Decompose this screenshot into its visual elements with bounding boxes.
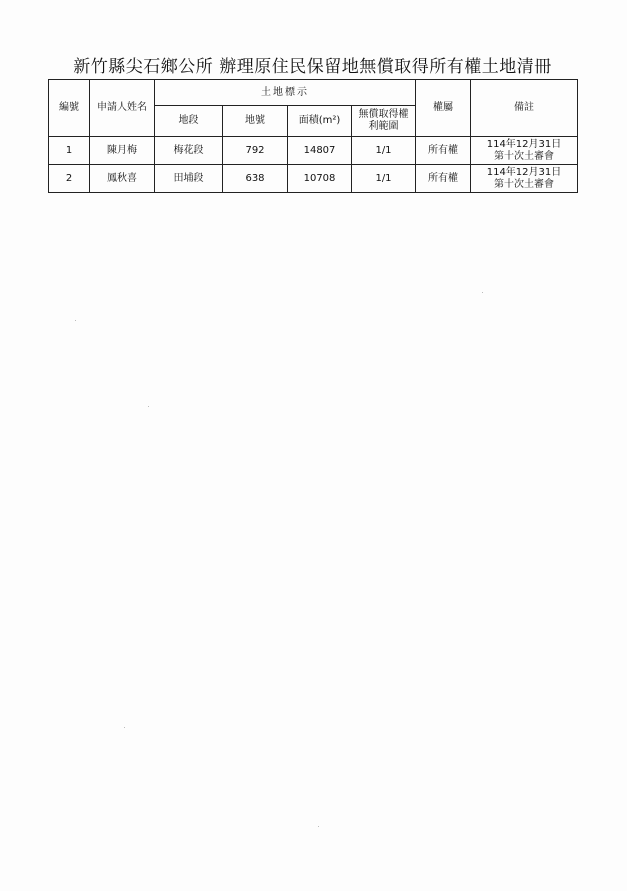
- remark-meeting: 第十次土審會: [494, 150, 554, 162]
- cell-ownership: 所有權: [416, 165, 471, 193]
- cell-number: 2: [49, 165, 90, 193]
- table-row: [49, 165, 578, 193]
- header-number: 編號: [49, 80, 90, 137]
- header-applicant: 申請人姓名: [90, 80, 155, 137]
- cell-remarks: [471, 137, 578, 165]
- header-lot: 地號: [223, 106, 288, 137]
- cell-lot: 638: [223, 165, 288, 193]
- scan-speck: [75, 320, 76, 321]
- cell-area: 14807: [288, 137, 352, 165]
- header-remarks: 備註: [471, 80, 578, 137]
- cell-area: 10708: [288, 165, 352, 193]
- cell-number: 1: [49, 137, 90, 165]
- cell-rights: 1/1: [352, 137, 416, 165]
- header-rights: [352, 106, 416, 137]
- scan-speck: [124, 727, 125, 728]
- scan-speck: [482, 292, 483, 293]
- land-register-table: [48, 79, 578, 193]
- cell-applicant: 陳月梅: [90, 137, 155, 165]
- header-section: 地段: [155, 106, 223, 137]
- header-land-label: 土地標示: [155, 80, 416, 106]
- scan-speck: [318, 826, 319, 827]
- cell-section: 田埔段: [155, 165, 223, 193]
- remark-meeting: 第十次土審會: [494, 178, 554, 190]
- scan-speck: [148, 406, 149, 407]
- header-rights-line1: 無償取得權: [358, 109, 409, 120]
- cell-section: 梅花段: [155, 137, 223, 165]
- header-area: 面積(m²): [288, 106, 352, 137]
- cell-rights: 1/1: [352, 165, 416, 193]
- header-ownership: 權屬: [416, 80, 471, 137]
- header-rights-line2: 利範圍: [368, 121, 399, 132]
- remark-date: 114年12月31日: [486, 166, 562, 178]
- cell-applicant: 鳳秋喜: [90, 165, 155, 193]
- document-title: 新竹縣尖石鄉公所 辦理原住民保留地無償取得所有權土地清冊: [73, 57, 552, 77]
- cell-ownership: 所有權: [416, 137, 471, 165]
- cell-lot: 792: [223, 137, 288, 165]
- cell-remarks: [471, 165, 578, 193]
- table-row: [49, 137, 578, 165]
- remark-date: 114年12月31日: [486, 138, 562, 150]
